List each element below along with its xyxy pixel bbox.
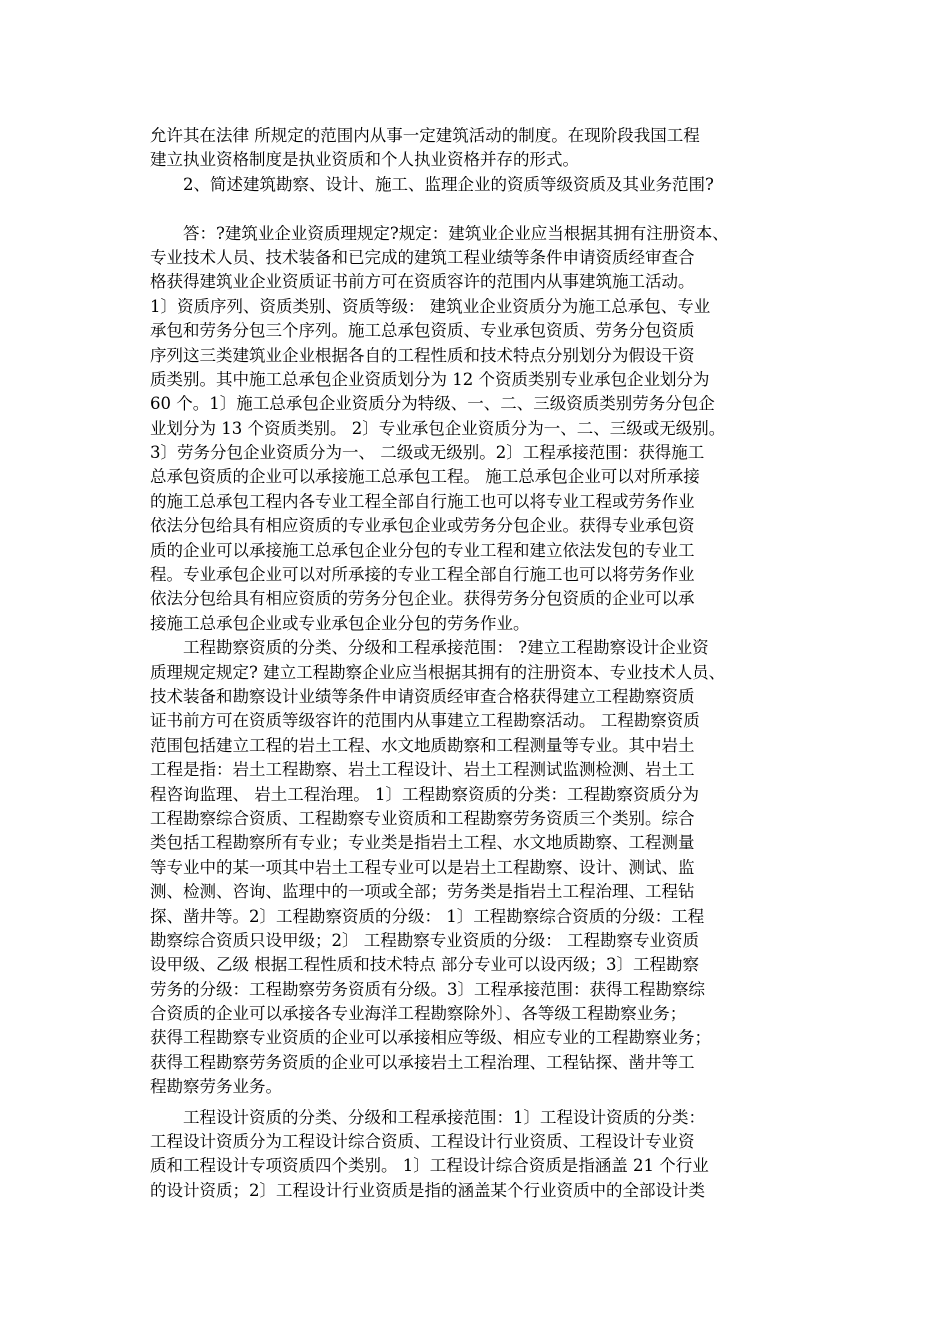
text-line: 质类别。其中施工总承包企业资质划分为 12 个资质类别专业承包企业划分为 xyxy=(150,369,710,389)
text-line: 接施工总承包企业或专业承包企业分包的劳务作业。 xyxy=(150,613,530,633)
text-line: 勘察综合资质只设甲级；2〕 工程勘察专业资质的分级： 工程勘察专业资质 xyxy=(150,930,699,950)
text-line: 承包和劳务分包三个序列。施工总承包资质、专业承包资质、劳务分包资质 xyxy=(150,321,695,341)
text-line: 工程是指：岩土工程勘察、岩土工程设计、岩土工程测试监测检测、岩土工 xyxy=(150,760,695,780)
text-line: 3〕劳务分包企业资质分为一、 二级或无级别。2〕工程承接范围：获得施工 xyxy=(150,443,705,463)
text-line: 专业技术人员、技术装备和已完成的建筑工程业绩等条件申请资质经审查合 xyxy=(150,247,695,267)
intro-paragraph xyxy=(150,124,800,197)
design-paragraph xyxy=(150,1106,800,1204)
answer-paragraphs xyxy=(150,222,800,1100)
text-line: 工程勘察资质的分类、分级和工程承接范围： ?建立工程勘察设计企业资 xyxy=(150,638,709,658)
text-line: 合资质的企业可以承接各专业海洋工程勘察除外〕、各等级工程勘察业务； xyxy=(150,1004,687,1024)
text-line: 范围包括建立工程的岩土工程、水文地质勘察和工程测量等专业。其中岩土 xyxy=(150,735,695,755)
text-line: 获得工程勘察专业资质的企业可以承接相应等级、相应专业的工程勘察业务； xyxy=(150,1028,711,1048)
text-line: 程勘察劳务业务。 xyxy=(150,1077,282,1097)
text-line: 依法分包给具有相应资质的专业承包企业或劳务分包企业。获得专业承包资 xyxy=(150,516,695,536)
text-line: 设甲级、乙级 根据工程性质和技术特点 部分专业可以设丙级；3〕工程勘察 xyxy=(150,955,699,975)
document-page xyxy=(150,124,800,1203)
text-line: 建立执业资格制度是执业资质和个人执业资格并存的形式。 xyxy=(150,150,579,170)
text-line: 质和工程设计专项资质四个类别。 1〕工程设计综合资质是指涵盖 21 个行业 xyxy=(150,1156,709,1176)
text-line: 程。专业承包企业可以对所承接的专业工程全部自行施工也可以将劳务作业 xyxy=(150,565,695,585)
text-line: 工程设计资质分为工程设计综合资质、工程设计行业资质、工程设计专业资 xyxy=(150,1132,695,1152)
text-line: 测、检测、咨询、监理中的一项或全部；劳务类是指岩土工程治理、工程钻 xyxy=(150,882,695,902)
text-line: 依法分包给具有相应资质的劳务分包企业。获得劳务分包资质的企业可以承 xyxy=(150,589,695,609)
text-line: 类包括工程勘察所有专业；专业类是指岩土工程、水文地质勘察、工程测量 xyxy=(150,833,695,853)
text-line: 工程设计资质的分类、分级和工程承接范围：1〕工程设计资质的分类： xyxy=(150,1107,705,1127)
text-line: 总承包资质的企业可以承接施工总承包工程。 施工总承包企业可以对所承接 xyxy=(150,467,700,487)
text-line: 劳务的分级：工程勘察劳务资质有分级。3〕工程承接范围：获得工程勘察综 xyxy=(150,979,705,999)
text-line: 的设计资质；2〕工程设计行业资质是指的涵盖某个行业资质中的全部设计类 xyxy=(150,1180,705,1200)
question-heading: 2、简述建筑勘察、设计、施工、监理企业的资质等级资质及其业务范围? xyxy=(150,174,714,194)
text-line: 业划分为 13 个资质类别。 2〕专业承包企业资质分为一、二、三级或无级别。 xyxy=(150,418,726,438)
text-line: 序列这三类建筑业企业根据各自的工程性质和技术特点分别划分为假设干资 xyxy=(150,345,695,365)
text-line: 技术装备和勘察设计业绩等条件申请资质经审查合格获得建立工程勘察资质 xyxy=(150,686,695,706)
text-line: 1〕资质序列、资质类别、资质等级： 建筑业企业资质分为施工总承包、专业 xyxy=(150,296,711,316)
text-line: 质理规定规定? 建立工程勘察企业应当根据其拥有的注册资本、专业技术人员、 xyxy=(150,662,726,682)
text-line: 等专业中的某一项其中岩土工程专业可以是岩土工程勘察、设计、测试、监 xyxy=(150,857,695,877)
text-line: 答：?建筑业企业资质理规定?规定：建筑业企业应当根据其拥有注册资本、 xyxy=(150,223,729,243)
text-line: 证书前方可在资质等级容许的范围内从事建立工程勘察活动。 工程勘察资质 xyxy=(150,711,700,731)
text-line: 的施工总承包工程内各专业工程全部自行施工也可以将专业工程或劳务作业 xyxy=(150,491,695,511)
text-line: 格获得建筑业企业资质证书前方可在资质容许的范围内从事建筑施工活动。 xyxy=(150,272,695,292)
text-line: 获得工程勘察劳务资质的企业可以承接岩土工程治理、工程钻探、凿井等工 xyxy=(150,1052,695,1072)
text-line: 程咨询监理、 岩土工程治理。 1〕工程勘察资质的分类：工程勘察资质分为 xyxy=(150,784,699,804)
text-line: 探、凿井等。2〕工程勘察资质的分级： 1〕工程勘察综合资质的分级：工程 xyxy=(150,906,705,926)
text-line: 60 个。1〕施工总承包企业资质分为特级、一、二、三级资质类别劳务分包企 xyxy=(150,394,715,414)
text-line: 允许其在法律 所规定的范围内从事一定建筑活动的制度。在现阶段我国工程 xyxy=(150,126,700,145)
text-line: 质的企业可以承接施工总承包企业分包的专业工程和建立依法发包的专业工 xyxy=(150,540,695,560)
text-line: 工程勘察综合资质、工程勘察专业资质和工程勘察劳务资质三个类别。综合 xyxy=(150,808,695,828)
blank-line xyxy=(150,197,800,221)
